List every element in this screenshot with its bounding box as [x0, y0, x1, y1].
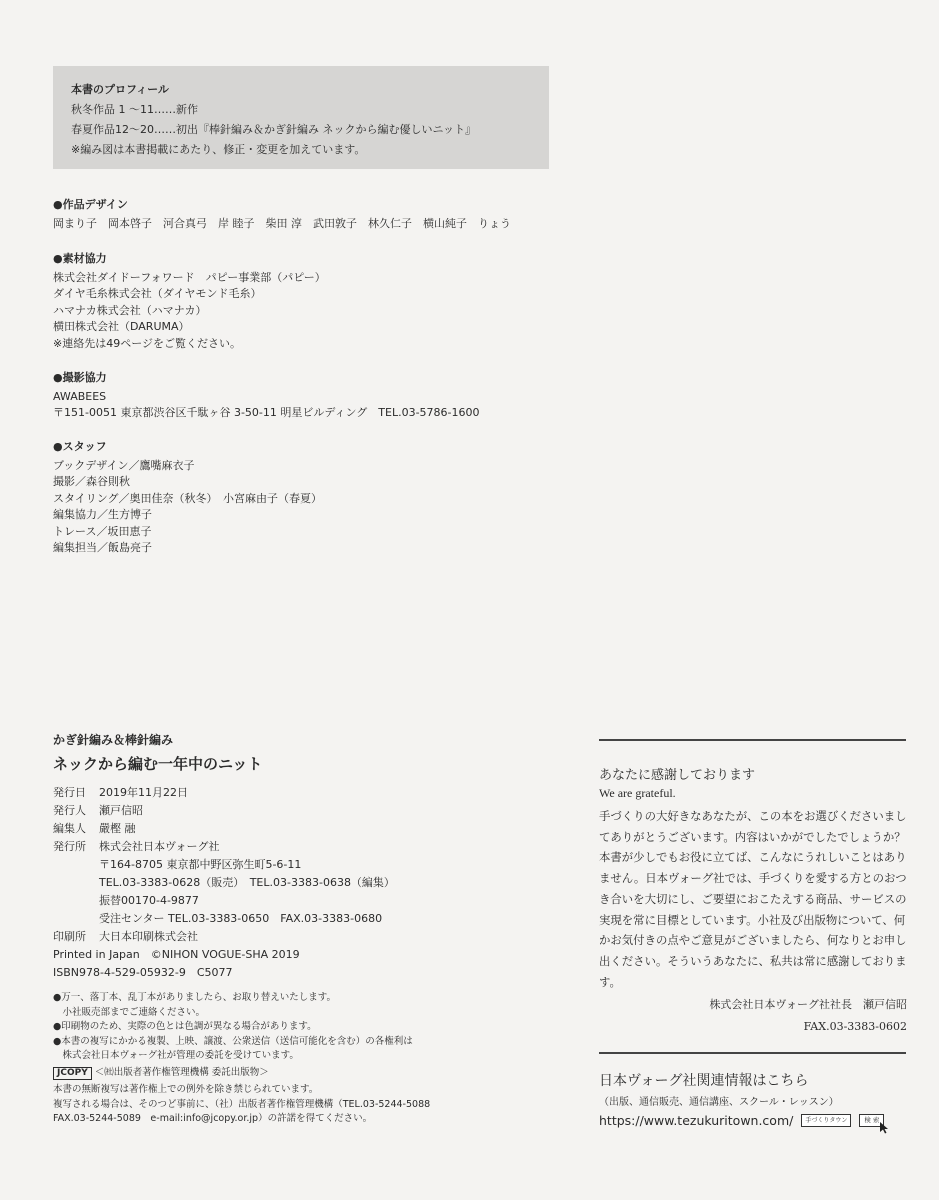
designer-name: りょう [478, 216, 511, 230]
section-heading: ●スタッフ [53, 440, 107, 453]
note-line: ●万一、落丁本、乱丁本がありましたら、お取り替えいたします。 [53, 992, 337, 1003]
designer-name: 林久仁子 [368, 216, 412, 230]
profile-line: 秋冬作品 1 ～11……新作 [71, 103, 198, 116]
section-heading: ●作品デザイン [53, 198, 128, 211]
divider [599, 739, 906, 741]
materials-line: 横田株式会社（DARUMA） [53, 320, 190, 333]
url-row [599, 1113, 884, 1128]
colophon-row [53, 856, 395, 874]
designer-name: 横山純子 [423, 216, 467, 230]
colophon-row [53, 838, 395, 856]
gratitude-title-en: We are grateful. [599, 786, 676, 800]
colophon-value: 2019年11月22日 [99, 786, 188, 799]
section-heading: ●撮影協力 [53, 371, 107, 384]
colophon-label [53, 874, 99, 892]
staff-line: 撮影／森谷則秋 [53, 475, 130, 488]
materials-line: 株式会社ダイドーフォワード パピー事業部（パピー） [53, 270, 326, 284]
colophon-row [53, 802, 395, 820]
colophon-value: 振替00170-4-9877 [99, 894, 199, 907]
staff-section [53, 439, 322, 557]
colophon-row [53, 910, 395, 928]
printed-in-japan: Printed in Japan ©NIHON VOGUE-SHA 2019 [53, 948, 300, 961]
designer-name: 岡まり子 [53, 216, 97, 230]
gratitude-body: 手づくりの大好きなあなたが、この本をお選びくださいましてありがとうございます。内容はいかがでしたでしょうか？本書が少しでもお役に立てば、こんなにうれしいことはありません。日本ヴォーグ社では、手づくりを愛する方とのおつき合いを大切にし、ご要望におこたえする商品、サービスの実現を常に目標としています。小社及び出版物について、何かお気付きの点やご意見がございましたら、何なりとお申し出ください。そういうあなたに、私共は常に感謝しております。 [599, 809, 907, 989]
colophon-value: 〒164-8705 東京都中野区弥生町5-6-11 [99, 858, 302, 871]
materials-line: ダイヤ毛糸株式会社（ダイヤモンド毛糸） [53, 287, 262, 300]
isbn: ISBN978-4-529-05932-9 C5077 [53, 966, 233, 979]
search-button-label: 検 索 [864, 1116, 880, 1124]
staff-line: ブックデザイン／鷹嘴麻衣子 [53, 458, 195, 472]
gratitude-signature [709, 994, 907, 1038]
staff-line: 編集担当／飯島亮子 [53, 541, 152, 554]
designer-name: 柴田 淳 [265, 216, 302, 230]
gratitude-title: あなたに感謝しております [599, 768, 756, 783]
divider [599, 1052, 906, 1054]
colophon-value: 嚴樫 融 [99, 822, 136, 835]
colophon-label [53, 856, 99, 874]
cursor-icon [880, 1122, 889, 1134]
profile-box [53, 66, 549, 169]
related-info-subtitle: （出版、通信販売、通信講座、スクール・レッスン） [599, 1097, 839, 1108]
colophon-label: 編集人 [53, 822, 86, 835]
designer-name: 河合真弓 [163, 216, 207, 230]
materials-line: ハマナカ株式会社（ハマナカ） [53, 303, 207, 317]
note-line: 株式会社日本ヴォーグ社が管理の委託を受けています。 [53, 1050, 299, 1061]
colophon-label [53, 910, 99, 928]
jcopy-row [53, 1066, 430, 1081]
colophon-row [53, 820, 395, 838]
colophon-label: 発行日 [53, 786, 86, 799]
colophon-value: TEL.03-3383-0628（販売） TEL.03-3383-0638（編集） [99, 876, 395, 889]
colophon-row [53, 874, 395, 892]
profile-line: 春夏作品12～20……初出『棒針編み＆かぎ針編み ネックから編む優しいニット』 [71, 123, 477, 136]
colophon-label [53, 892, 99, 910]
colophon-value: 受注センター TEL.03-3383-0650 FAX.03-3383-0680 [99, 912, 383, 925]
colophon-label: 印刷所 [53, 930, 86, 943]
note-line: 小社販売部までご連絡ください。 [53, 1006, 206, 1018]
search-box: 手づくりタウン [801, 1114, 851, 1127]
jcopy-badge: JCOPY [53, 1067, 92, 1080]
staff-line: 編集協力／生方博子 [53, 508, 152, 521]
colophon-label: 発行所 [53, 840, 86, 853]
colophon-value: 瀬戸信昭 [99, 804, 143, 817]
design-section [53, 197, 511, 232]
profile-title: 本書のプロフィール [71, 83, 169, 96]
profile-line: ※編み図は本書掲載にあたり、修正・変更を加えています。 [71, 143, 366, 156]
fax-number: FAX.03-3383-0602 [803, 1020, 907, 1033]
colophon-row [53, 784, 395, 802]
signature: 株式会社日本ヴォーグ社社長 瀬戸信昭 [709, 998, 907, 1011]
note-line: 複写される場合は、そのつど事前に、（社）出版者著作権管理機構（TEL.03-5244-5088 [53, 1098, 431, 1110]
legal-notes [53, 991, 430, 1127]
colophon-row [53, 928, 395, 946]
note-line: FAX.03-5244-5089 e-mail:info@jcopy.or.jp）の許諾を得てください。 [53, 1113, 373, 1124]
colophon-row [53, 892, 395, 910]
designer-name: 岸 睦子 [218, 216, 255, 230]
note-line: 本書の無断複写は著作権上での例外を除き禁じられています。 [53, 1084, 319, 1095]
materials-line: ※連絡先は49ページをご覧ください。 [53, 336, 241, 350]
staff-line: スタイリング／奥田佳奈（秋冬） 小宮麻由子（春夏） [53, 491, 323, 505]
colophon [53, 784, 395, 982]
photo-line: 〒151-0051 東京都渋谷区千駄ヶ谷 3-50-11 明星ビルディング TEL.03-5786-1600 [53, 406, 480, 419]
book-subtitle: かぎ針編み＆棒針編み [53, 733, 174, 747]
designer-name: 武田敦子 [313, 216, 357, 230]
materials-section [53, 251, 326, 352]
colophon-value: 大日本印刷株式会社 [99, 930, 198, 943]
staff-line: トレース／坂田恵子 [53, 524, 152, 538]
note-line: ●本書の複写にかかる複製、上映、譲渡、公衆送信（送信可能化を含む）の各権利は [53, 1035, 413, 1047]
website-url[interactable]: https://www.tezukuritown.com/ [599, 1113, 794, 1128]
note-line: ●印刷物のため、実際の色とは色調が異なる場合があります。 [53, 1021, 317, 1032]
book-title: ネックから編む一年中のニット [53, 755, 263, 773]
related-info-title: 日本ヴォーグ社関連情報はこちら [599, 1073, 809, 1089]
jcopy-text: ＜㈳出版者著作権管理機構 委託出版物＞ [94, 1066, 269, 1078]
colophon-label: 発行人 [53, 804, 86, 817]
designer-name: 岡本啓子 [108, 216, 152, 230]
photo-section [53, 370, 480, 422]
designer-list [53, 216, 511, 233]
photo-line: AWABEES [53, 389, 107, 403]
colophon-value: 株式会社日本ヴォーグ社 [99, 840, 220, 853]
search-button [859, 1114, 884, 1127]
section-heading: ●素材協力 [53, 252, 107, 265]
